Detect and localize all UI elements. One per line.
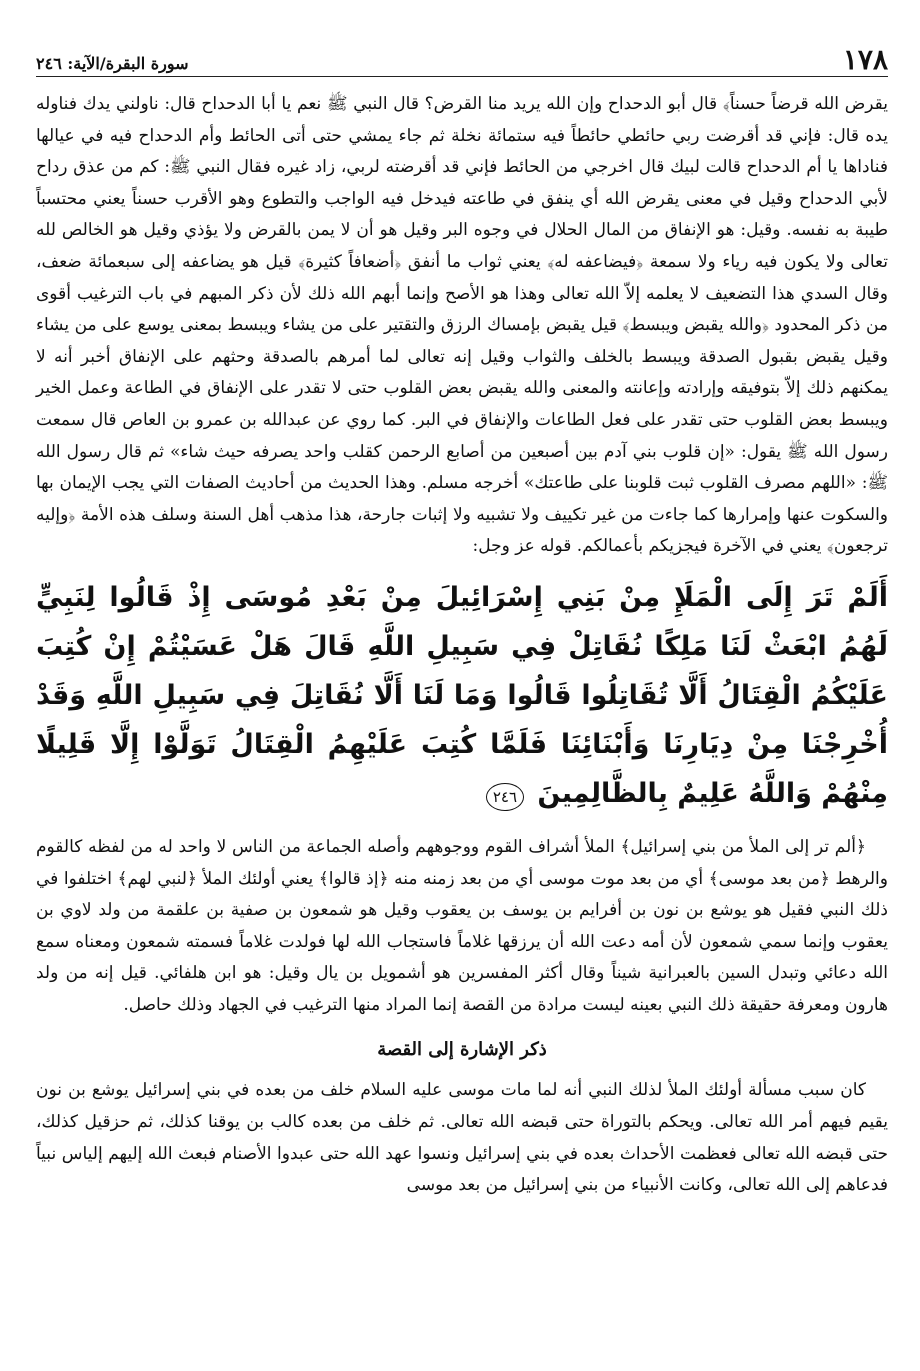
page-number: ١٧٨ bbox=[842, 43, 888, 76]
tafsir-paragraph-3: كان سبب مسألة أولئك الملأ لذلك النبي أنه لما مات موسى عليه السلام خلف من بعده في بني إسرائيل يوشع بن نون يقيم فيهم أمر الله تعالى. ويحكم بالتوراة حتى قبضه الله تعالى. ثم خلف من بعده كالب بن يوقنا كذلك، ثم حزقيل كذلك، حتى قبضه الله تعالى فعظمت الأحداث بعده في بني إسرائيل ونسوا عهد الله حتى عبدوا الأصنام فبعث الله إليهم إلياس نبياً فدعاهم إلى الله تعالى، وكانت الأنبياء من بني إسرائيل من بعد موسى bbox=[36, 1080, 888, 1196]
verse-text: أَلَمْ تَرَ إِلَى الْمَلَإِ مِنْ بَنِي إِسْرَائِيلَ مِنْ بَعْدِ مُوسَى إِذْ قَالُوا لِنَبِيٍّ لَهُمُ ابْعَثْ لَنَا مَلِكًا نُقَاتِلْ فِي سَبِيلِ اللَّهِ قَالَ هَلْ عَسَيْتُمْ إِنْ كُتِبَ عَلَيْكُمُ الْقِتَالُ أَلَّا تُقَاتِلُوا قَالُوا وَمَا لَنَا أَلَّا نُقَاتِلَ فِي سَبِيلِ اللَّهِ وَقَدْ أُخْرِجْنَا مِنْ دِيَارِنَا وَأَبْنَائِنَا فَلَمَّا كُتِبَ عَلَيْهِمُ الْقِتَالُ تَوَلَّوْا إِلَّا قَلِيلًا مِنْهُمْ وَاللَّهُ عَلِيمٌ بِالظَّالِمِينَ bbox=[36, 581, 888, 809]
section-heading: ذكر الإشارة إلى القصة bbox=[377, 1039, 547, 1061]
verse-number-marker: ٢٤٦ bbox=[486, 783, 524, 811]
tafsir-paragraph-1: يقرض الله قرضاً حسناً﴾ قال أبو الدحداح وإن الله يريد منا القرض؟ قال النبي ﷺ نعم يا أبا الدحداح قال: ناولني يدك فناوله يده قال: فإني قد أقرضت ربي حائطي حائطاً فيه ستمائة نخلة ثم جاء يمشي حتى أتى الحائط وأم الدحداح فيه في عيالها فناداها يا أم الدحداح قالت لبيك قال اخرجي من الحائط فإني قد أقرضته لربي، زاد غيره فقال النبي ﷺ: كم من عذق رداح لأبي الدحداح وقيل في معنى يقرض الله أي ينفق في طاعته فيدخل فيه الواجب والتطوع وهو الأقرب حسناً يعني محتسباً طيبة به نفسه. وقيل: هو الإنفاق من المال الحلال في وجوه البر وقيل هو أن لا يمن بالقرض ولا يؤذي وقيل هو الخالص لله تعالى ولا يكون فيه رياء ولا سمعة ﴿فيضاعفه له﴾ يعني ثواب ما أنفق ﴿أضعافاً كثيرة﴾ قيل هو يضاعفه إلى سبعمائة ضعف، وقال السدي هذا التضعيف لا يعلمه إلاّ الله تعالى وهذا هو الأصح وإنما أبهم الله ذلك لأن ذكر المبهم في باب الترغيب أقوى من ذكر المحدود ﴿والله يقبض ويبسط﴾ قيل يقبض بإمساك الرزق والتقتير على من يشاء ويبسط بمعنى يوسع على من يشاء وقيل يقبض بقبول الصدقة ويبسط بالخلف والثواب وقيل إنه تعالى لما أمرهم بالصدقة وحثهم على الإنفاق أخبر أنه لا يمكنهم ذلك إلاّ بتوفيقه وإرادته وإعانته والمعنى والله يقبض بعض القلوب حتى لا تقدر على الإنفاق في الطاعة وعمل الخير ويبسط بعض القلوب حتى تقدر على فعل الطاعات والإنفاق في البر. كما روي عن عبدالله بن عمرو بن العاص قال سمعت رسول الله ﷺ يقول: «إن قلوب بني آدم بين أصبعين من أصابع الرحمن كقلب واحد يصرفه حيث شاء» ثم قال رسول الله ﷺ: «اللهم مصرف القلوب ثبت قلوبنا على طاعتك» أخرجه مسلم. وهذا الحديث من أحاديث الصفات التي يجب الإيمان بها والسكوت عنها وإمرارها كما جاءت من غير تكييف ولا تشبيه ولا إثبات جارحة، هذا مذهب أهل السنة وسلف هذه الأمة ﴿وإليه ترجعون﴾ يعني في الآخرة فيجزيكم بأعمالكم. قوله عز وجل: bbox=[36, 94, 888, 557]
surah-reference: سورة البقرة/الآية: ٢٤٦ bbox=[36, 54, 189, 73]
book-page bbox=[36, 44, 888, 1354]
quran-verse bbox=[36, 573, 888, 818]
tafsir-paragraph-2: ﴿ألم تر إلى الملأ من بني إسرائيل﴾ الملأ أشراف القوم ووجوههم وأصله الجماعة من الناس لا واحد له من لفظه كالقوم والرهط ﴿من بعد موسى﴾ أي من بعد موت موسى أي من بعد زمنه منه ﴿إذ قالوا﴾ يعني أولئك الملأ ﴿لنبي لهم﴾ اختلفوا في ذلك النبي فقيل هو يوشع بن نون بن أفرايم بن يوسف بن يعقوب وقيل هو شمعون بن صفية بن علقمة من ولد لاوي بن يعقوب وإنما سمي شمعون لأن أمه دعت الله أن يرزقها غلاماً فاستجاب الله لها فولدت غلاماً فسمته شمعون ومعناه سمع الله دعائي وتبدل السين بالعبرانية شيناً وقال أكثر المفسرين هو أشمويل بن يال وقيل: هو ابن هلفائي. قيل إنه من ولد هارون ومعرفة حقيقة ذلك النبي بعينه ليست مرادة من القصة إنما المراد منها الترغيب في الجهاد وذلك حاصل. bbox=[36, 836, 888, 1015]
page-header bbox=[36, 44, 888, 77]
